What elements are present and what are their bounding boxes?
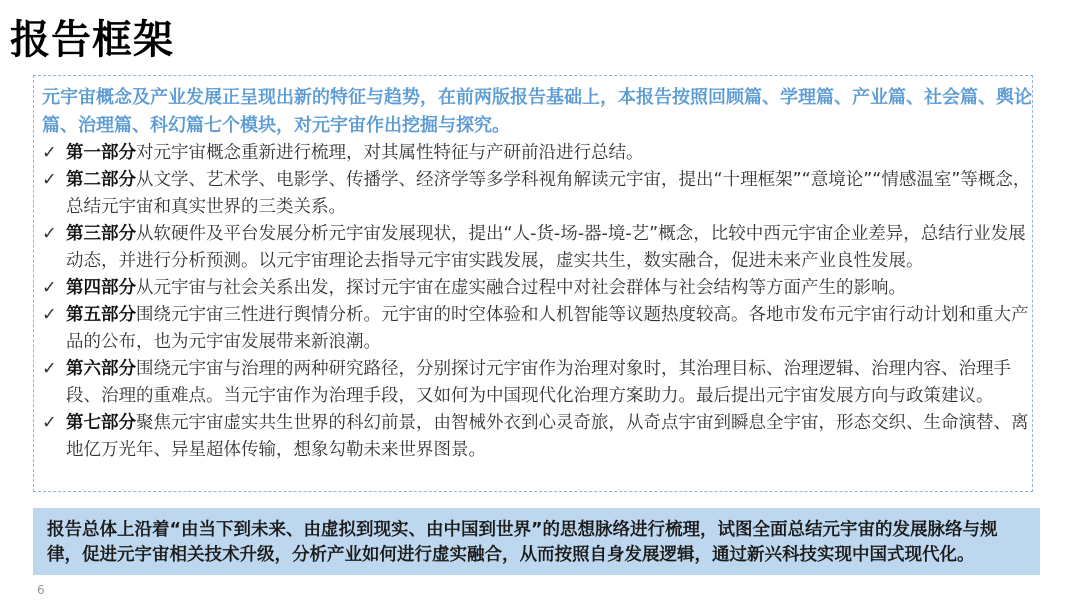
check-icon: ✓ (42, 278, 57, 298)
list-item (42, 356, 1032, 410)
part-text: 围绕元宇宙三性进行舆情分析。元宇宙的时空体验和人机智能等议题热度较高。各地市发布元宇宙行动计划和重大产品的公布，也为元宇宙发展带来新浪潮。 (66, 305, 1029, 352)
part-label: 第五部分 (66, 305, 136, 325)
list-item (42, 167, 1032, 221)
check-icon: ✓ (42, 224, 57, 244)
part-label: 第四部分 (66, 278, 136, 298)
summary-box: 报告总体上沿着“由当下到未来、由虚拟到现实、由中国到世界”的思想脉络进行梳理，试图全面总结元宇宙的发展脉络与规律，促进元宇宙相关技术升级，分析产业如何进行虚实融合，从而按照自身发展逻辑，通过新兴科技实现中国式现代化。 (33, 508, 1040, 575)
list-item (42, 140, 1032, 167)
list-item (42, 221, 1032, 275)
check-icon: ✓ (42, 143, 57, 163)
parts-list (42, 140, 1032, 464)
intro-text: 元宇宙概念及产业发展正呈现出新的特征与趋势，在前两版报告基础上，本报告按照回顾篇、学理篇、产业篇、社会篇、舆论篇、治理篇、科幻篇七个模块，对元宇宙作出挖掘与探究。 (42, 87, 1032, 136)
part-text: 从软硬件及平台发展分析元宇宙发展现状，提出“人-货-场-器-境-艺”概念，比较中西元宇宙企业差异，总结行业发展动态，并进行分析预测。以元宇宙理论去指导元宇宙实践发展，虚实共生，数实融合，促进未来产业良性发展。 (66, 224, 1026, 271)
part-text: 从元宇宙与社会关系出发，探讨元宇宙在虚实融合过程中对社会群体与社会结构等方面产生的影响。 (136, 278, 906, 298)
part-label: 第七部分 (66, 413, 136, 433)
list-item (42, 275, 1032, 302)
list-item (42, 302, 1032, 356)
part-text: 对元宇宙概念重新进行梳理，对其属性特征与产研前沿进行总结。 (136, 143, 644, 163)
check-icon: ✓ (42, 359, 57, 379)
part-text: 围绕元宇宙与治理的两种研究路径，分别探讨元宇宙作为治理对象时，其治理目标、治理逻辑、治理内容、治理手段、治理的重难点。当元宇宙作为治理手段，又如何为中国现代化治理方案助力。最后提出元宇宙发展方向与政策建议。 (66, 359, 1011, 406)
check-icon: ✓ (42, 170, 57, 190)
page-number: 6 (37, 583, 45, 597)
part-label: 第三部分 (66, 224, 136, 244)
page-title: 报告框架 (10, 17, 174, 63)
part-text: 从文学、艺术学、电影学、传播学、经济学等多学科视角解读元宇宙，提出“十理框架”“意境论”“情感温室”等概念，总结元宇宙和真实世界的三类关系。 (66, 170, 1031, 217)
check-icon: ✓ (42, 305, 57, 325)
part-label: 第六部分 (66, 359, 136, 379)
part-label: 第一部分 (66, 143, 136, 163)
list-item (42, 410, 1032, 464)
check-icon: ✓ (42, 413, 57, 433)
part-label: 第二部分 (66, 170, 136, 190)
part-text: 聚焦元宇宙虚实共生世界的科幻前景，由智械外衣到心灵奇旅，从奇点宇宙到瞬息全宇宙，形态交织、生命演替、离地亿万光年、异星超体传输，想象勾勒未来世界图景。 (66, 413, 1029, 460)
